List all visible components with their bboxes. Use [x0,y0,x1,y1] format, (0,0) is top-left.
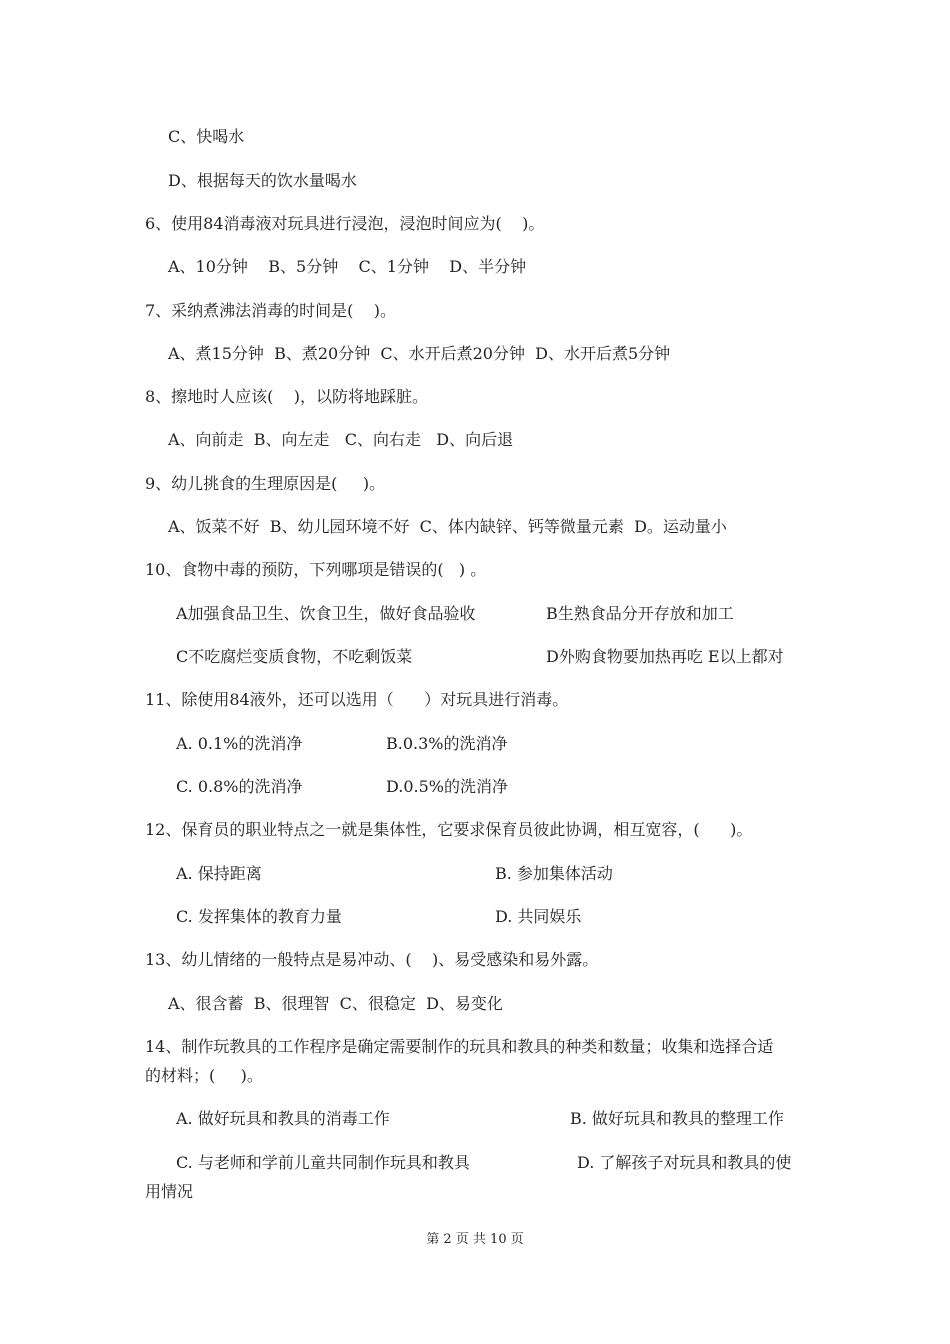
question-14-line-1: 14、制作玩教具的工作程序是确定需要制作的玩具和教具的种类和数量；收集和选择合适 [145,1037,774,1056]
question-10-option-d-e: D外购食物要加热再吃 E以上都对 [546,647,784,666]
question-14-line-2: 的材料；( )。 [145,1066,263,1085]
question-11-option-c: C. 0.8%的洗消净 [176,777,303,796]
question-12-option-c: C. 发挥集体的教育力量 [176,907,342,926]
question-10-option-b: B生熟食品分开存放和加工 [546,604,734,623]
page-number-footer: 第 2 页 共 10 页 [426,1232,524,1247]
question-13: 13、幼儿情绪的一般特点是易冲动、( )、易受感染和易外露。 [145,950,599,969]
question-7-options: A、煮15分钟 B、煮20分钟 C、水开后煮20分钟 D、水开后煮5分钟 [168,344,671,363]
question-14-option-b: B. 做好玩具和教具的整理工作 [570,1109,784,1128]
question-14-option-c: C. 与老师和学前儿童共同制作玩具和教具 [176,1153,470,1172]
question-10-option-a: A加强食品卫生、饮食卫生，做好食品验收 [176,604,476,623]
question-12-option-b: B. 参加集体活动 [495,864,613,883]
question-7: 7、采纳煮沸法消毒的时间是( )。 [145,301,397,320]
option-d-drink-by-daily-amount: D、根据每天的饮水量喝水 [168,171,357,190]
question-11-option-b: B.0.3%的洗消净 [386,734,508,753]
question-12: 12、保育员的职业特点之一就是集体性，它要求保育员彼此协调，相互宽容，( )。 [145,820,753,839]
question-9-options: A、饭菜不好 B、幼儿园环境不好 C、体内缺锌、钙等微量元素 D。运动量小 [168,517,727,536]
option-c-drink-fast: C、快喝水 [168,127,245,146]
question-6: 6、使用84消毒液对玩具进行浸泡，浸泡时间应为( )。 [145,214,545,233]
question-14-option-d-continued: 用情况 [145,1182,194,1201]
question-11: 11、除使用84液外，还可以选用（ ）对玩具进行消毒。 [145,690,569,709]
question-11-option-a: A. 0.1%的洗消净 [176,734,303,753]
question-12-option-d: D. 共同娱乐 [495,907,582,926]
question-14-option-a: A. 做好玩具和教具的消毒工作 [176,1109,390,1128]
question-6-options: A、10分钟 B、5分钟 C、1分钟 D、半分钟 [168,257,527,276]
question-11-option-d: D.0.5%的洗消净 [386,777,508,796]
question-8-options: A、向前走 B、向左走 C、向右走 D、向后退 [168,430,514,449]
question-10: 10、食物中毒的预防，下列哪项是错误的( ) 。 [145,560,487,579]
question-13-options: A、很含蓄 B、很理智 C、很稳定 D、易变化 [168,994,503,1013]
question-14-option-d: D. 了解孩子对玩具和教具的使 [577,1153,792,1172]
question-8: 8、擦地时人应该( )，以防将地踩脏。 [145,387,429,406]
question-9: 9、幼儿挑食的生理原因是( )。 [145,474,386,493]
question-12-option-a: A. 保持距离 [176,864,262,883]
question-10-option-c: C不吃腐烂变质食物，不吃剩饭菜 [176,647,413,666]
